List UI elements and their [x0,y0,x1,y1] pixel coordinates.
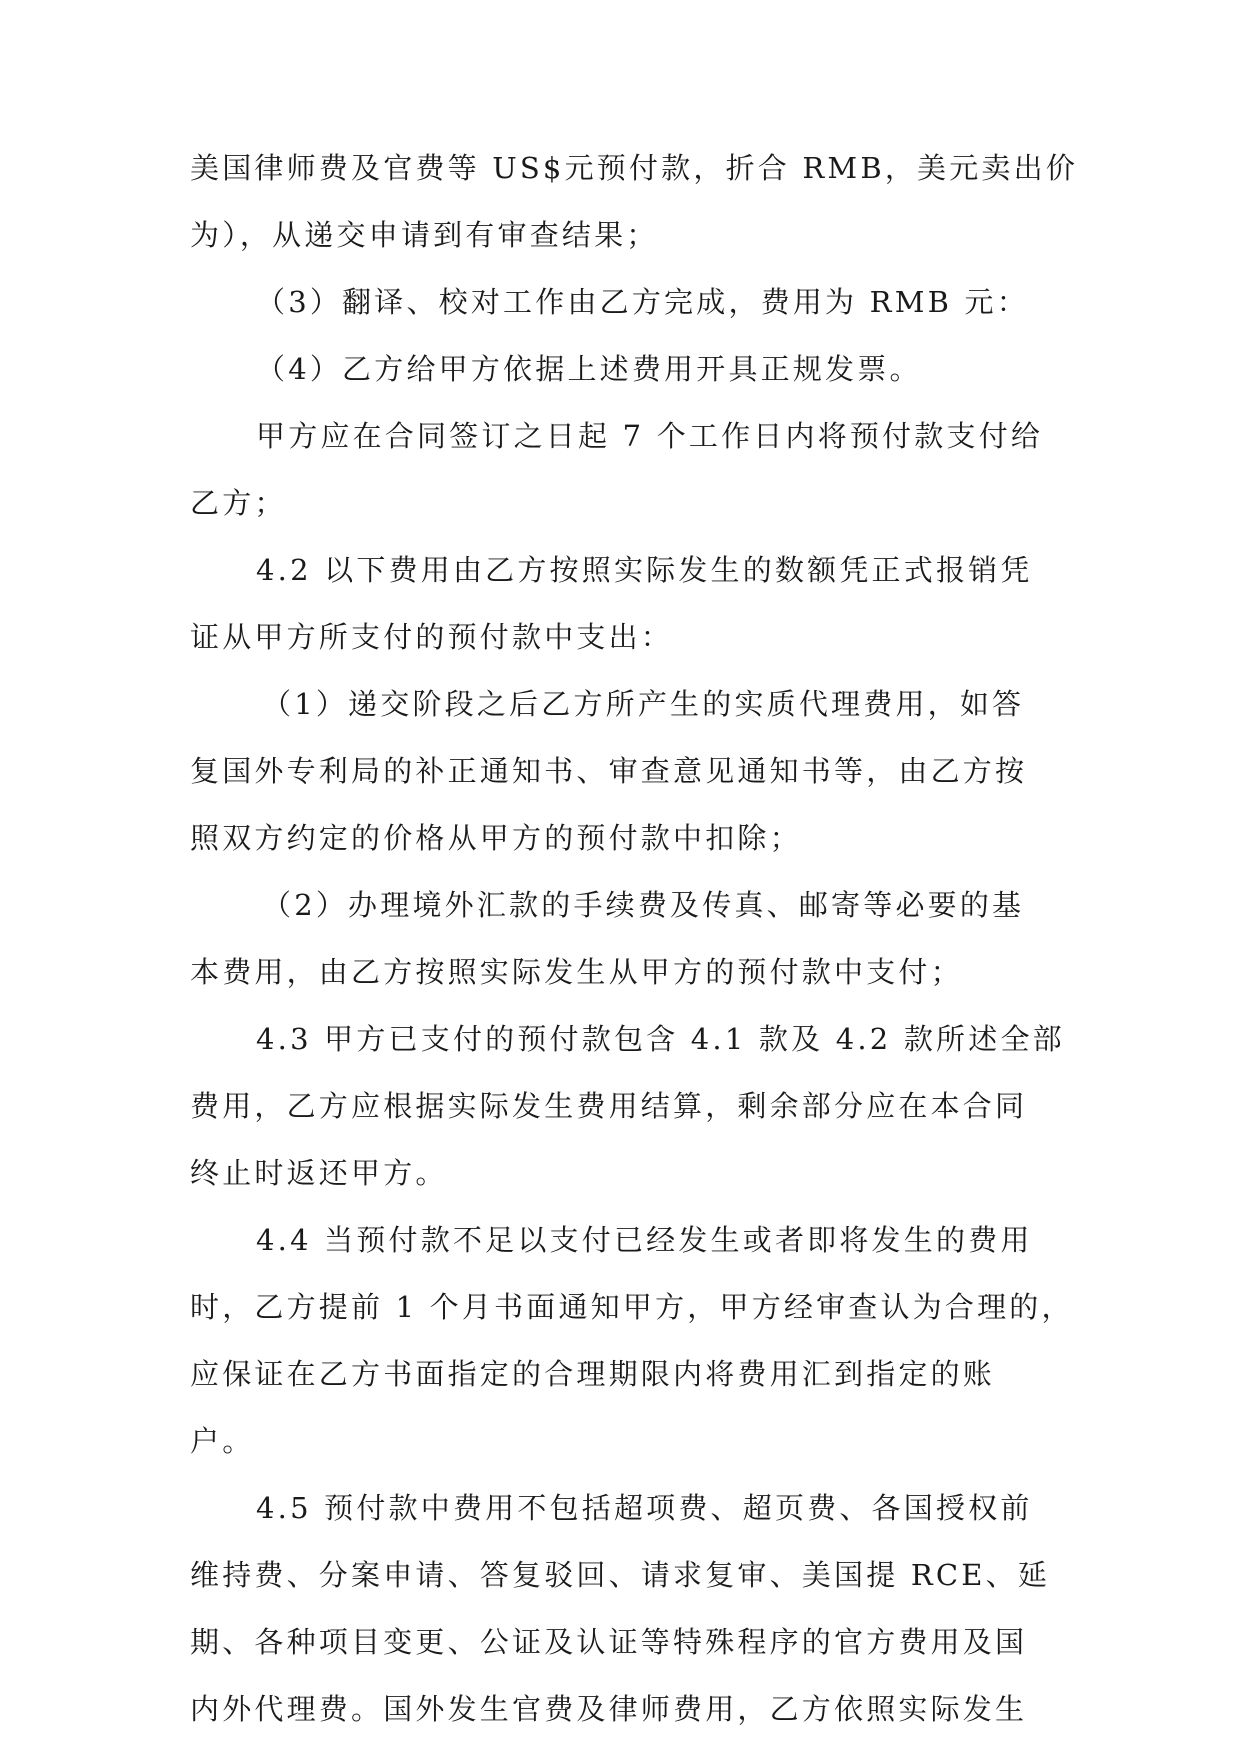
text-line: 4.5 预付款中费用不包括超项费、超页费、各国授权前 [256,1491,1033,1525]
text-line: 期、各种项目变更、公证及认证等特殊程序的官方费用及国 [190,1625,1028,1659]
text-line: 户。 [190,1424,255,1458]
text-line: 应保证在乙方书面指定的合理期限内将费用汇到指定的账 [190,1357,996,1391]
text-line: 美国律师费及官费等 US$元预付款，折合 RMB，美元卖出价 [190,151,1079,185]
text-line: 4.2 以下费用由乙方按照实际发生的数额凭正式报销凭 [256,553,1033,587]
text-line: 甲方应在合同签订之日起 7 个工作日内将预付款支付给 [256,419,1044,453]
text-line: 内外代理费。国外发生官费及律师费用，乙方依照实际发生 [190,1692,1028,1726]
text-line: （2）办理境外汇款的手续费及传真、邮寄等必要的基 [262,888,1025,922]
text-line: 为），从递交申请到有审查结果； [190,218,659,252]
text-line: 维持费、分案申请、答复驳回、请求复审、美国提 RCE、延 [190,1558,1051,1592]
text-line: 本费用，由乙方按照实际发生从甲方的预付款中支付； [190,955,963,989]
text-line: 复国外专利局的补正通知书、审查意见通知书等，由乙方按 [190,754,1028,788]
text-line: 时，乙方提前 1 个月书面通知甲方，甲方经审查认为合理的， [190,1290,1074,1324]
text-line: 4.3 甲方已支付的预付款包含 4.1 款及 4.2 款所述全部 [256,1022,1065,1056]
text-line: 终止时返还甲方。 [190,1156,448,1190]
text-line: 费用，乙方应根据实际发生费用结算，剩余部分应在本合同 [190,1089,1028,1123]
text-line: 照双方约定的价格从甲方的预付款中扣除； [190,821,802,855]
text-line: （1）递交阶段之后乙方所产生的实质代理费用，如答 [262,687,1025,721]
text-line: （3）翻译、校对工作由乙方完成，费用为 RMB 元： [256,285,1029,319]
text-line: 乙方； [190,486,287,520]
text-line: （4）乙方给甲方依据上述费用开具正规发票。 [256,352,922,386]
text-line: 证从甲方所支付的预付款中支出： [190,620,674,654]
text-line: 4.4 当预付款不足以支付已经发生或者即将发生的费用 [256,1223,1033,1257]
